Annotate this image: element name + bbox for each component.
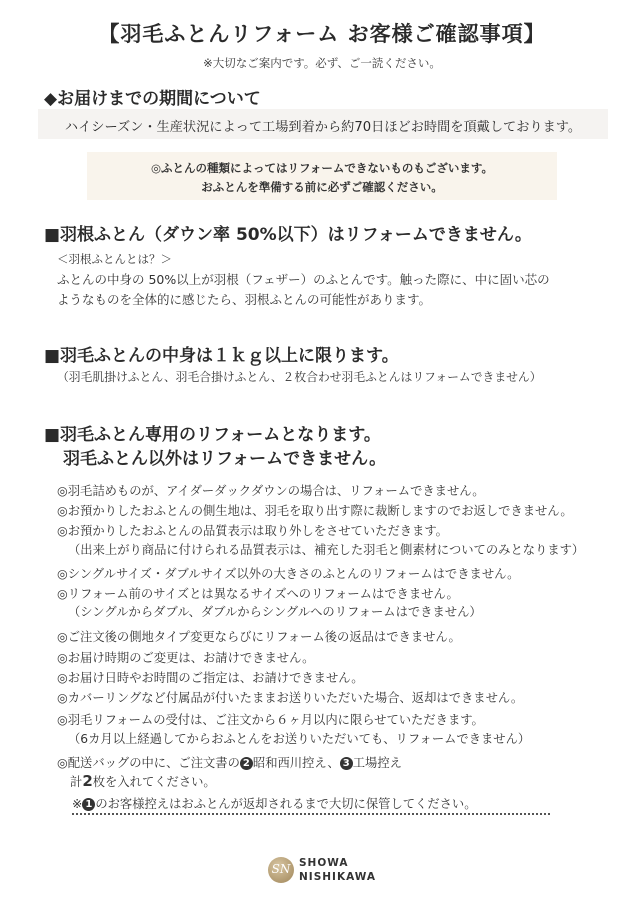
bag-instruction-line-3 [72,794,477,812]
list-item: ◎ご注文後の側地タイプ変更ならびにリフォーム後の返品はできません。 [57,630,461,644]
bag-count: 2 [82,772,93,790]
section1-line-1: ふとんの中身の 50%以上が羽根（フェザー）のふとんです。触った際に、中に固い芯の [57,272,550,287]
circled-number-1: 1 [82,798,95,811]
bag-text-mid: 昭和西川控え、 [252,756,340,770]
section2-heading: ■羽毛ふとんの中身は１ｋｇ以上に限ります。 [44,346,399,366]
list-item-note: （6カ月以上経過してからおふとんをお送りいただいても、リフォームできません） [68,732,531,746]
logo-text-line-2: NISHIKAWA [299,871,376,883]
list-item: ◎お預かりしたおふとんの品質表示は取り外しをさせていただきます。 [57,524,448,538]
dotted-underline [72,813,550,815]
bag-line3-pre: ※ [72,797,83,811]
list-item: ◎羽毛リフォームの受付は、ご注文から６ヶ月以内に限らせていただきます。 [57,713,484,727]
notice-line-1: ◎ふとんの種類によってはリフォームできないものもございます。 [150,161,494,175]
page-title: 【羽毛ふとんリフォーム お客様ご確認事項】 [98,22,546,46]
list-item: ◎お届け時期のご変更は、お請けできません。 [57,651,315,665]
list-item: ◎シングルサイズ・ダブルサイズ以外の大きさのふとんのリフォームはできません。 [57,567,520,581]
bag-text-pre: ◎配送バッグの中に、ご注文書の [57,756,240,770]
page-subtitle: ※大切なご案内です。必ず、ご一読ください。 [203,56,441,70]
list-item-note: （シングルからダブル、ダブルからシングルへのリフォームはできません） [68,605,482,619]
list-item: ◎羽毛詰めものが、アイダーダックダウンの場合は、リフォームできません。 [57,484,485,498]
bag-line2-pre: 計 [70,775,83,789]
circled-number-3: 3 [340,757,353,770]
section3-heading-1: ■羽毛ふとん専用のリフォームとなります。 [44,425,381,445]
notice-line-2: おふとんを準備する前に必ずご確認ください。 [201,180,443,194]
list-item: ◎お届け日時やお時間のご指定は、お請けできません。 [57,671,364,685]
delivery-text: ハイシーズン・生産状況によって工場到着から約70日ほどお時間を頂戴しております。 [64,120,582,135]
delivery-heading: ◆お届けまでの期間について [44,89,261,109]
circled-number-2: 2 [240,757,253,770]
bag-instruction-line-1 [57,753,402,771]
bag-text-post: 工場控え [352,756,402,770]
logo-monogram: SN [271,862,291,876]
bag-line2-post: 枚を入れてください。 [92,775,216,789]
bag-instruction-line-2 [70,772,216,790]
section1-heading: ■羽根ふとん（ダウン率 50%以下）はリフォームできません。 [44,225,532,245]
list-item: ◎リフォーム前のサイズとは異なるサイズへのリフォームはできません。 [57,587,459,601]
section2-note: （羽毛肌掛けふとん、羽毛合掛けふとん、２枚合わせ羽毛ふとんはリフォームできません） [57,370,542,384]
list-item: ◎お預かりしたおふとんの側生地は、羽毛を取り出す際に裁断しますのでお返しできません。 [57,504,573,518]
section1-question: ＜羽根ふとんとは？＞ [57,252,172,266]
list-item: ◎カバーリングなど付属品が付いたままお送りいただいた場合、返却はできません。 [57,691,524,705]
list-item-note: （出来上がり商品に付けられる品質表示は、補充した羽毛と側素材についてのみとなります） [68,543,585,557]
section3-heading-2: 羽毛ふとん以外はリフォームできません。 [63,449,387,469]
bag-line3-post: のお客様控えはおふとんが返却されるまで大切に保管してください。 [95,797,477,811]
logo-text-line-1: SHOWA [299,857,349,869]
section1-line-2: ようなものを全体的に感じたら、羽根ふとんの可能性があります。 [57,292,432,307]
